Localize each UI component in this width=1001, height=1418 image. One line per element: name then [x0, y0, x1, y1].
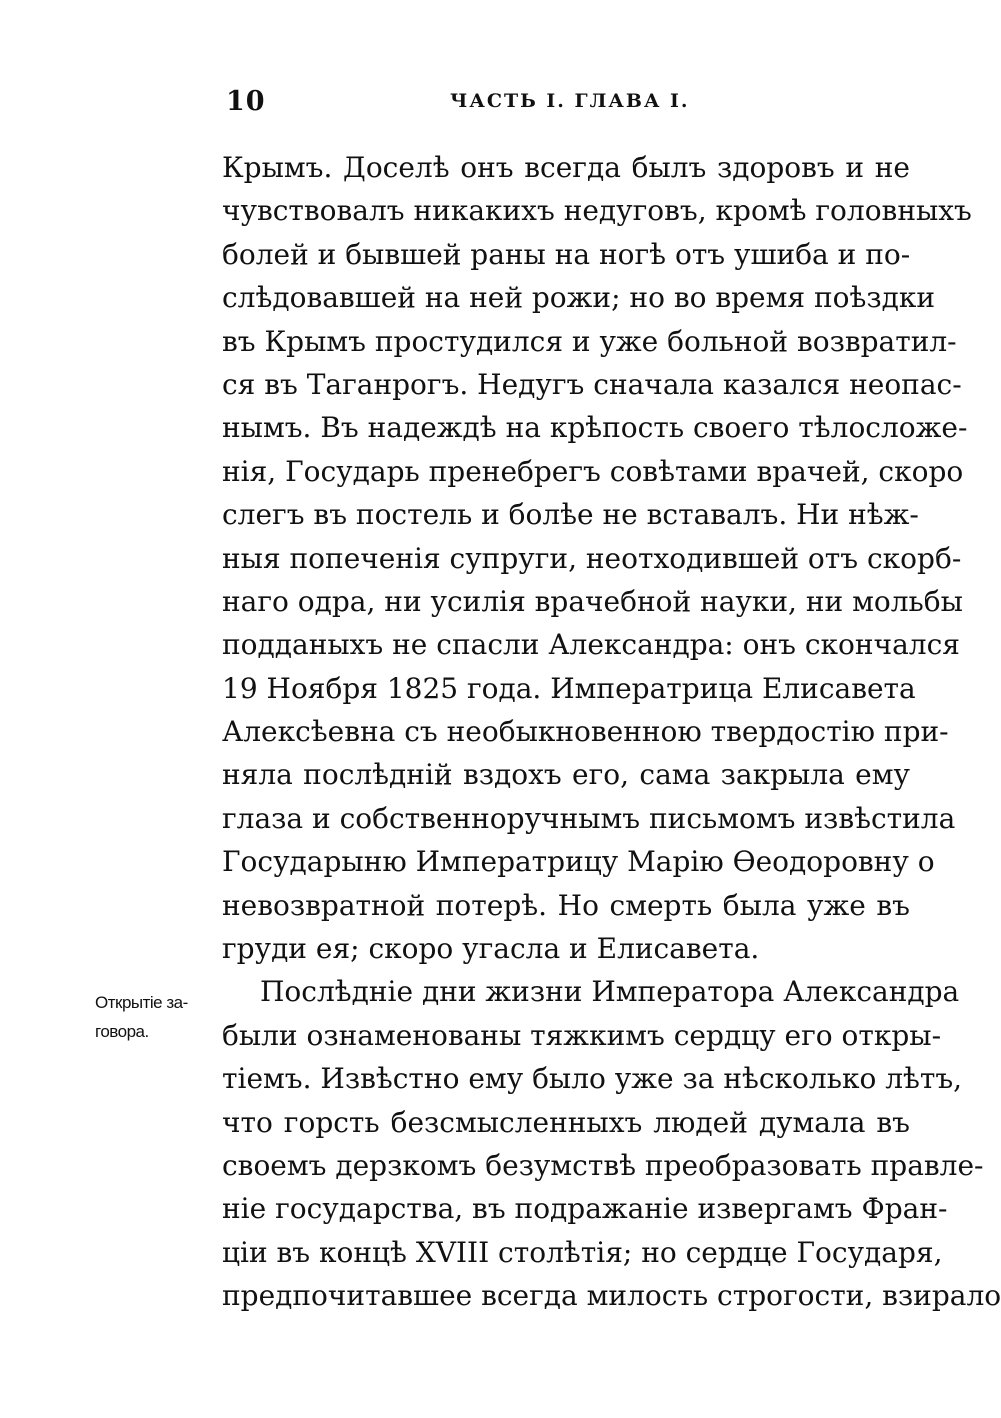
- text-line: нія, Государь пренебрегъ совѣтами врачей, скоро: [222, 454, 964, 488]
- text-line: тіемъ. Извѣстно ему было уже за нѣсколько лѣтъ,: [222, 1062, 963, 1096]
- text-line: груди ея; скоро угасла и Елисавета.: [222, 932, 760, 966]
- text-line: няла послѣдній вздохъ его, сама закрыла ему: [222, 758, 910, 792]
- text-line: Алексѣевна съ необыкновенною твердостію при-: [222, 715, 949, 749]
- margin-note-line: Открытіе за-: [95, 993, 188, 1012]
- text-line: нымъ. Въ надеждѣ на крѣпость своего тѣлосложе-: [222, 411, 968, 445]
- text-line: Крымъ. Доселѣ онъ всегда былъ здоровъ и не: [222, 151, 910, 184]
- text-line: чувствовалъ никакихъ недуговъ, кромѣ головныхъ: [222, 194, 972, 228]
- text-line: невозвратной потерѣ. Но смерть была уже въ: [222, 888, 910, 922]
- text-line: ніе государства, въ подражаніе извергамъ Фран-: [222, 1192, 948, 1226]
- text-line: слегъ въ постель и болѣе не вставалъ. Ни нѣж-: [222, 498, 919, 532]
- text-line: ся въ Таганрогъ. Недугъ сначала казался неопас-: [222, 367, 962, 401]
- text-line: глаза и собственноручнымъ письмомъ извѣстила: [222, 801, 956, 835]
- text-line: слѣдовавшей на ней рожи; но во время поѣздки: [222, 281, 936, 315]
- running-head: ЧАСТЬ I. ГЛАВА I.: [450, 90, 690, 112]
- text-line: ціи въ концѣ XVIII столѣтія; но сердце Государя,: [222, 1235, 943, 1269]
- page-number: 10: [226, 86, 266, 117]
- text-line: въ Крымъ простудился и уже больной возвратил-: [222, 324, 957, 358]
- text-line: предпочитавшее всегда милость строгости, взирало: [222, 1279, 1001, 1313]
- text-line: Государыню Императрицу Марію Ѳеодоровну о: [222, 845, 935, 879]
- text-line: болей и бывшей раны на ногѣ отъ ушиба и по-: [222, 237, 911, 271]
- body-text: [222, 146, 1001, 1318]
- text-line: наго одра, ни усилія врачебной науки, ни мольбы: [222, 584, 963, 618]
- margin-note-line: говора.: [95, 1022, 149, 1041]
- text-line: своемъ дерзкомъ безумствѣ преобразовать правле-: [222, 1148, 984, 1182]
- text-line: подданыхъ не спасли Александра: онъ скончался: [222, 628, 960, 662]
- text-line: были ознаменованы тяжкимъ сердцу его откры-: [222, 1018, 942, 1052]
- margin-note: [95, 988, 215, 1046]
- text-line: 19 Ноября 1825 года. Императрица Елисавета: [222, 671, 916, 705]
- text-line: Послѣдніе дни жизни Императора Александра: [260, 975, 960, 1009]
- text-line: ныя попеченія супруги, неотходившей отъ скорб-: [222, 541, 962, 575]
- text-line: что горсть безсмысленныхъ людей думала въ: [222, 1105, 910, 1139]
